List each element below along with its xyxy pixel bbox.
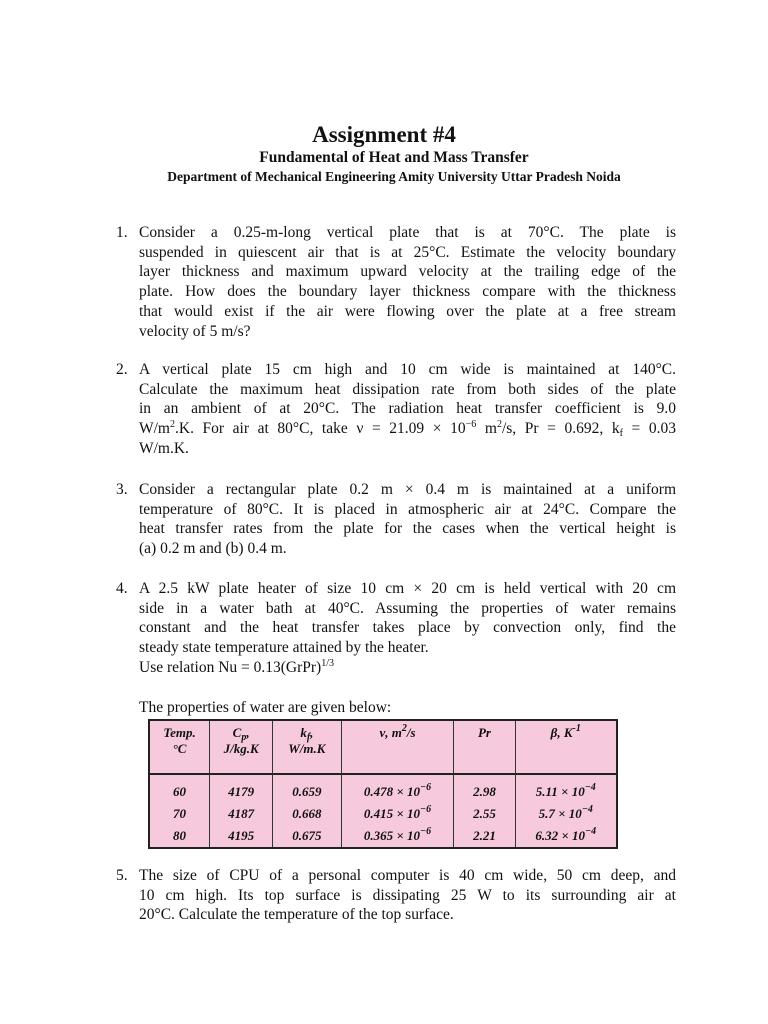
- properties-caption: The properties of water are given below:: [139, 699, 392, 716]
- superscript: −6: [420, 804, 432, 815]
- table-row: [150, 825, 616, 847]
- question-text-line: 20°C. Calculate the temperature of the top surface.: [139, 906, 454, 924]
- text-run: 0.478 × 10: [363, 784, 421, 799]
- question-text-line: [139, 419, 676, 439]
- question-text-line: A 2.5 kW plate heater of size 10 cm × 20 cm is held vertical with 20 cm: [139, 580, 676, 597]
- header-unit: °C: [172, 741, 187, 756]
- header-text: Temp.: [163, 725, 196, 740]
- assignment-title: Assignment #4: [312, 122, 456, 147]
- header-text: [273, 725, 340, 741]
- header-text: [342, 725, 454, 741]
- text-run: k: [300, 725, 307, 740]
- question-text-line: The size of CPU of a personal computer is 40 cm wide, 50 cm deep, and: [139, 867, 676, 884]
- superscript: −6: [465, 419, 477, 431]
- question-number: 2.: [116, 361, 128, 378]
- table-header-row: [150, 721, 616, 775]
- header-text: Pr: [477, 725, 491, 740]
- cell-nu: [342, 803, 455, 825]
- question-text-line: steady state temperature attained by the heater.: [139, 639, 429, 657]
- department-line: Department of Mechanical Engineering Amity University Uttar Pradesh Noida: [167, 169, 621, 184]
- cell-beta: [516, 803, 616, 825]
- header-unit: W/m.K: [288, 741, 326, 756]
- superscript: −4: [584, 782, 596, 793]
- header-pr: [454, 721, 515, 775]
- header-text: [516, 725, 616, 741]
- question-text-line: suspended in quiescent air that is at 25°C. Estimate the velocity boundary: [139, 243, 676, 261]
- cell-temp: 70: [150, 803, 210, 825]
- question-number: 3.: [116, 481, 128, 498]
- text-run: ,: [246, 725, 250, 740]
- cell-kf: 0.668: [273, 803, 341, 825]
- superscript: −6: [420, 782, 432, 793]
- subscript: p: [241, 732, 247, 743]
- text-run: β, K: [550, 725, 573, 740]
- header-beta: [516, 721, 616, 775]
- text-run: 0.365 × 10: [363, 828, 421, 843]
- cell-pr: 2.55: [454, 803, 515, 825]
- cell-beta: [516, 775, 616, 803]
- question-4: [116, 579, 676, 678]
- cell-cp: 4179: [210, 775, 273, 803]
- subscript: f: [619, 428, 623, 440]
- question-text-line: W/m.K.: [139, 439, 189, 457]
- header-kf: [273, 721, 341, 775]
- text-run: m: [476, 420, 497, 438]
- header-text: [210, 725, 272, 741]
- question-number: 1.: [116, 224, 128, 241]
- table-row: [150, 775, 616, 803]
- question-text-line: temperature of 80°C. It is placed in atmospheric air at 24°C. Compare the: [139, 500, 676, 518]
- cell-cp: 4187: [210, 803, 273, 825]
- question-text-line: A vertical plate 15 cm high and 10 cm wide is maintained at 140°C.: [139, 361, 676, 378]
- question-text-line: heat transfer rates from the plate for the cases when the vertical height is: [139, 520, 676, 538]
- text-run: = 0.03: [622, 420, 677, 438]
- question-5: [116, 866, 676, 925]
- question-text-line: side in a water bath at 40°C. Assuming the properties of water remains: [139, 599, 676, 617]
- question-number: 4.: [116, 580, 128, 597]
- text-run: ,: [310, 725, 314, 740]
- text-run: /s, Pr = 0.692, k: [501, 420, 620, 438]
- text-run: C: [232, 725, 242, 740]
- superscript: −4: [585, 826, 597, 837]
- cell-kf: 0.659: [273, 775, 341, 803]
- question-1: [116, 223, 676, 341]
- cell-pr: 2.21: [454, 825, 515, 847]
- superscript: 2: [170, 419, 175, 431]
- question-text-line: plate. How does the boundary layer thickness compare with the thickness: [139, 283, 676, 301]
- question-text-line: that would exist if the air were flowing over the plate at a free stream: [139, 302, 676, 320]
- header-cp: [210, 721, 273, 775]
- question-text-line: (a) 0.2 m and (b) 0.4 m.: [139, 540, 287, 558]
- relation-line: [139, 658, 676, 678]
- question-text-line: 10 cm high. Its top surface is dissipating 25 W to its surrounding air at: [139, 886, 676, 904]
- text-run: ν, m: [379, 725, 402, 740]
- text-run: /s: [406, 725, 416, 740]
- superscript: 1/3: [321, 657, 334, 669]
- text-run: 5.7 × 10: [538, 806, 582, 821]
- question-number: 5.: [116, 867, 128, 884]
- question-text-line: constant and the heat transfer takes place by convection only, find the: [139, 619, 676, 637]
- cell-kf: 0.675: [273, 825, 341, 847]
- question-text-line: velocity of 5 m/s?: [139, 322, 251, 340]
- header-unit: J/kg.K: [223, 741, 259, 756]
- question-text-line: in an ambient of at 20°C. The radiation heat transfer coefficient is 9.0: [139, 400, 676, 418]
- superscript: 2: [401, 723, 407, 734]
- cell-temp: 60: [150, 775, 210, 803]
- header-temp: [150, 721, 210, 775]
- superscript: −4: [581, 804, 593, 815]
- table-row: [150, 803, 616, 825]
- cell-nu: [342, 825, 455, 847]
- text-run: 6.32 × 10: [535, 828, 586, 843]
- text-run: 5.11 × 10: [535, 784, 585, 799]
- cell-beta: [516, 825, 616, 847]
- question-3: [116, 480, 676, 559]
- question-text-line: Consider a rectangular plate 0.2 m × 0.4 m is maintained at a uniform: [139, 481, 676, 498]
- superscript: 2: [496, 419, 502, 431]
- question-text-line: Calculate the maximum heat dissipation rate from both sides of the plate: [139, 380, 676, 398]
- question-2: [116, 360, 676, 459]
- cell-cp: 4195: [210, 825, 273, 847]
- header-nu: [342, 721, 455, 775]
- cell-nu: [342, 775, 455, 803]
- superscript: -1: [572, 723, 581, 734]
- text-run: Use relation Nu = 0.13(GrPr): [139, 658, 322, 676]
- text-run: 0.415 × 10: [363, 806, 421, 821]
- text-run: .K. For air at 80°C, take ν = 21.09 × 10: [175, 420, 466, 438]
- course-subtitle: Fundamental of Heat and Mass Transfer: [259, 149, 529, 166]
- superscript: −6: [420, 826, 432, 837]
- question-text-line: Consider a 0.25-m-long vertical plate that is at 70°C. The plate is: [139, 224, 676, 241]
- question-text-line: layer thickness and maximum upward velocity at the trailing edge of the: [139, 263, 676, 281]
- cell-pr: 2.98: [454, 775, 515, 803]
- text-run: W/m: [139, 420, 170, 438]
- water-properties-table: [148, 719, 618, 849]
- subscript: f: [306, 732, 311, 743]
- cell-temp: 80: [150, 825, 210, 847]
